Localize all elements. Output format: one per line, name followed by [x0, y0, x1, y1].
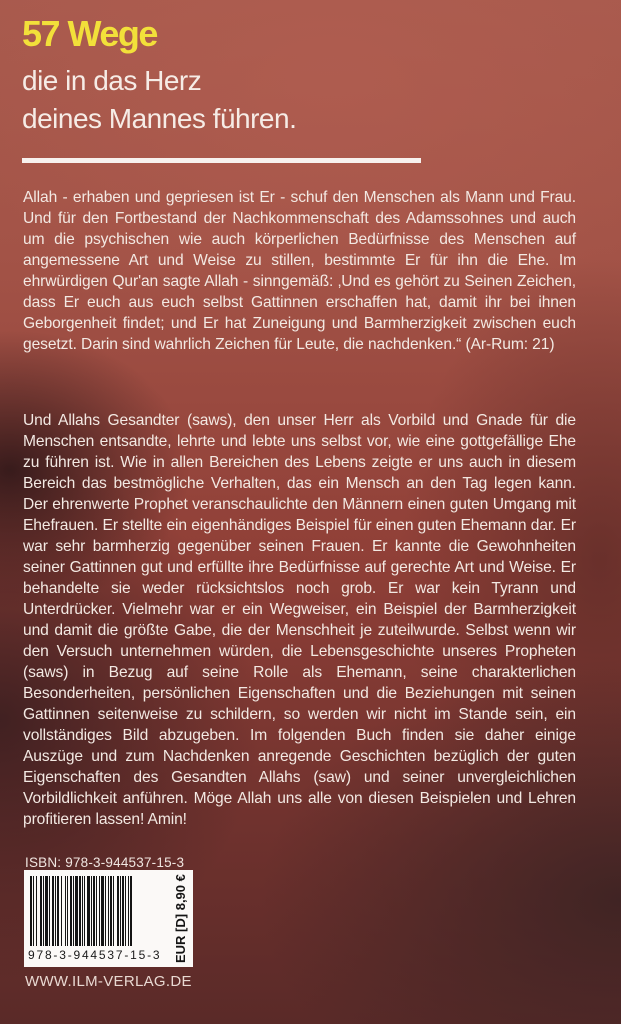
- isbn-label: ISBN: 978-3-944537-15-3: [25, 855, 185, 870]
- publisher-website: WWW.ILM-VERLAG.DE: [25, 973, 192, 990]
- subtitle-line-1: die in das Herz: [22, 65, 202, 96]
- book-subtitle: [22, 62, 296, 138]
- barcode-space: [132, 876, 133, 946]
- barcode-bars: [30, 876, 169, 946]
- title-divider: [22, 158, 421, 163]
- blurb-paragraph-2: Und Allahs Gesandter (saws), den unser Herr als Vorbild und Gnade für die Menschen entsandte, lehrte und lebte uns selbst vor, wie eine gottgefällige Ehe zu führen ist. Wie in allen Bereichen des Lebens zeigte er uns auch in diesem Bereich das bestmögliche Verhalten, das ein Mensch an den Tag legen kann. Der ehrenwerte Prophet veranschaulichte den Männern einen guten Umgang mit Ehefrauen. Er stellte ein eigenhändiges Beispiel für einen guten Ehemann dar. Er war sehr barmherzig gegenüber seinen Frauen. Er kannte die Gewohnheiten seiner Gattinnen gut und erfüllte ihre Bedürfnisse auf gerechte Art und Weise. Er behandelte sie weder rücksichtslos noch grob. Er war kein Tyrann und Unterdrücker. Vielmehr war er ein Wegweiser, ein Beispiel der Barmherzigkeit und damit die größte Gabe, die der Menschheit je zuteilwurde. Selbst wenn wir den Versuch unternehmen würden, die Lebensgeschichte unseres Propheten (saws) in Bezug auf seine Rolle als Ehemann, seine charakterlichen Besonderheiten, persönlichen Eigenschaften und die Beziehungen mit seinen Gattinnen seitenweise zu schildern, so werden wir nicht im Stande sein, ein vollständiges Bild abzugeben. Im folgenden Buch finden sie daher einige Auszüge und zum Nachdenken anregende Geschichten bezüglich der guten Eigenschaften des Gesandten Allahs (saw) und seiner unvergleichlichen Vorbildlichkeit anführen. Möge Allah uns alle von diesen Beispielen und Lehren profitieren lassen! Amin!: [23, 412, 576, 828]
- barcode-digits: 978-3-944537-15-3: [28, 948, 162, 962]
- subtitle-line-2: deines Mannes führen.: [22, 103, 297, 134]
- blurb-paragraph-1: Allah - erhaben und gepriesen ist Er - schuf den Menschen als Mann und Frau. Und für den Fortbestand der Nachkommenschaft des Adamssohnes und auch um die psychischen wie auch körperlichen Bedürfnisse des Menschen auf angemessene Art und Weise zu stillen, bestimmte Er für ihn die Ehe. Im ehrwürdigen Qur'an sagte Allah - sinngemäß: ‚Und es gehört zu Seinen Zeichen, dass Er euch aus euch selbst Gattinnen erschaffen hat, damit ihr bei ihnen Geborgenheit findet; und Er hat Zuneigung und Barmherzigkeit zwischen euch gesetzt. Darin sind wahrlich Zeichen für Leute, die nachdenken.“ (Ar-Rum: 21): [23, 189, 576, 353]
- book-title: 57 Wege: [22, 13, 157, 54]
- barcode: [24, 870, 193, 967]
- price-label: EUR [D] 8,90 €: [173, 874, 188, 963]
